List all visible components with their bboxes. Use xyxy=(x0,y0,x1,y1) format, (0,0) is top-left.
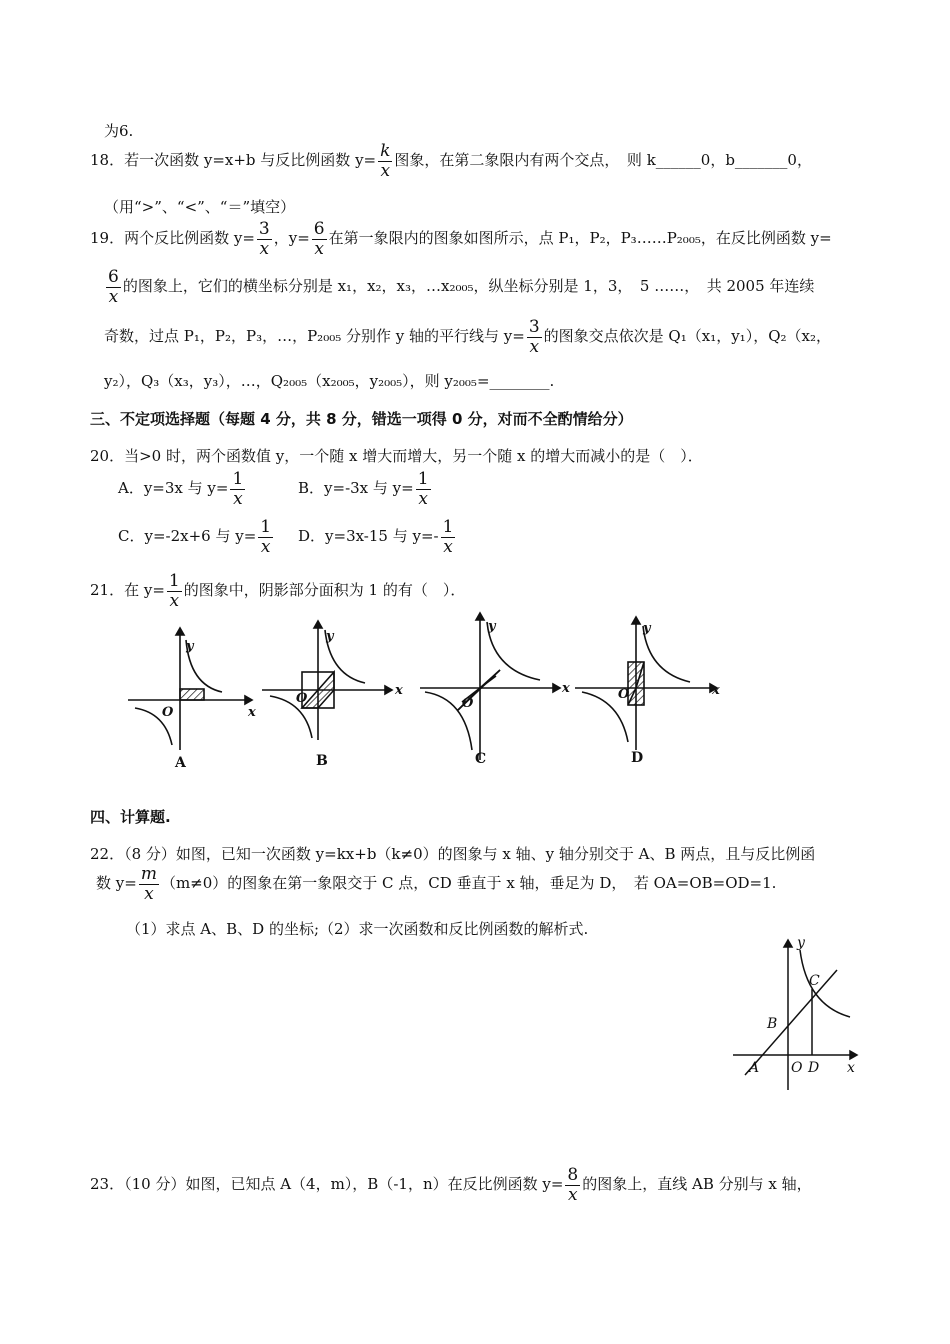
fraction: $\frac{1}{x}$ xyxy=(442,517,454,557)
fraction: $\frac{6}{x}$ xyxy=(108,267,119,307)
svg-text:O: O xyxy=(462,696,474,711)
fraction: $\frac{1}{x}$ xyxy=(168,571,180,611)
graph-label-a: A xyxy=(175,755,186,771)
text-line: 为6. xyxy=(104,122,134,140)
question-22-line2: 数 y= $\frac{m}{x}$ （m≠0）的图象在第一象限交于 C 点，CD 垂直于 x 轴，垂足为 D， 若 OA=OB=OD=1. xyxy=(96,864,777,904)
origin-label: O xyxy=(162,705,174,720)
fraction: $\frac{m}{x}$ xyxy=(140,864,157,904)
option-c: C．y=-2x+6 与 y= $\frac{1}{x}$ xyxy=(118,517,272,557)
option-d: D．y=3x-15 与 y=- $\frac{1}{x}$ xyxy=(298,517,454,557)
question-18-note: （用“>”、“<”、“＝”填空） xyxy=(104,198,296,216)
section-4-heading: 四、计算题. xyxy=(90,808,171,826)
fraction: $\frac{3}{x}$ xyxy=(258,219,270,259)
svg-text:O: O xyxy=(296,691,308,706)
fig-point-o: O xyxy=(791,1060,803,1076)
section-3-heading: 三、不定项选择题（每题 4 分，共 8 分，错选一项得 0 分，对而不全酌情给分） xyxy=(90,410,633,428)
question-18: 18．若一次函数 y=x+b 与反比例函数 y= $\frac{k}{x}$ 图象，在第二象限内有两个交点， 则 k______0，b_______0， xyxy=(90,141,812,181)
svg-text:x: x xyxy=(712,683,720,698)
question-19-line3: 奇数，过点 P₁，P₂，P₃，…，P₂₀₀₅ 分别作 y 轴的平行线与 y= $\frac{3}{x}$ 的图象交点依次是 Q₁（x₁，y₁），Q₂（x₂， xyxy=(104,317,831,357)
svg-text:y: y xyxy=(643,621,651,636)
question-20: 20．当>0 时，两个函数值 y，一个随 x 增大而增大，另一个随 x 的增大而减小的是（ ）． xyxy=(90,447,703,465)
fraction: $\frac{6}{x}$ xyxy=(313,219,325,259)
fraction: $\frac{8}{x}$ xyxy=(567,1165,579,1205)
option-b: B．y=-3x 与 y= $\frac{1}{x}$ xyxy=(298,469,429,509)
axis-label-x: x xyxy=(248,705,256,720)
fig-point-a: A xyxy=(749,1060,760,1076)
q21-graphs xyxy=(0,610,950,790)
fig-y-label: y xyxy=(797,935,805,951)
svg-text:x: x xyxy=(395,683,403,698)
question-21: 21．在 y= $\frac{1}{x}$ 的图象中，阴影部分面积为 1 的有（ ）． xyxy=(90,571,466,611)
axis-label-y: y xyxy=(186,639,194,654)
fraction: $\frac{1}{x}$ xyxy=(417,469,429,509)
svg-text:x: x xyxy=(562,681,570,696)
fraction: $\frac{1}{x}$ xyxy=(260,517,272,557)
fraction: $\frac{1}{x}$ xyxy=(232,469,244,509)
graph-label-d: D xyxy=(631,750,644,766)
question-23: 23．（10 分）如图，已知点 A（4，m），B（-1，n）在反比例函数 y= $\frac{8}{x}$ 的图象上，直线 AB 分别与 x 轴， xyxy=(90,1165,812,1205)
question-19-line4: y₂），Q₃（x₃，y₃），…，Q₂₀₀₅（x₂₀₀₅，y₂₀₀₅），则 y₂₀₀₅=________. xyxy=(104,372,555,390)
fig-point-b: B xyxy=(767,1016,778,1032)
graph-label-b: B xyxy=(316,753,328,769)
fraction: $\frac{k}{x}$ xyxy=(380,141,391,181)
fig-point-d: D xyxy=(808,1060,820,1076)
fraction: $\frac{3}{x}$ xyxy=(528,317,540,357)
graph-label-c: C xyxy=(475,751,487,767)
fig-x-label: x xyxy=(847,1060,855,1076)
question-19-line2: $\frac{6}{x}$ 的图象上，它们的横坐标分别是 x₁，x₂，x₃，…x₂₀₀₅，纵坐标分别是 1，3， 5 ……， 共 2005 年连续 xyxy=(108,267,815,307)
svg-text:y: y xyxy=(326,629,334,644)
option-a: A．y=3x 与 y= $\frac{1}{x}$ xyxy=(118,469,244,509)
svg-text:y: y xyxy=(488,619,496,634)
question-19: 19．两个反比例函数 y= $\frac{3}{x}$ ，y= $\frac{6}{x}$ 在第一象限内的图象如图所示，点 P₁，P₂，P₃……P₂₀₀₅，在反比例函数 y= xyxy=(90,219,832,259)
q22-figure xyxy=(725,935,865,1095)
fig-point-c: C xyxy=(809,973,820,989)
question-22: 22．（8 分）如图，已知一次函数 y=kx+b（k≠0）的图象与 x 轴、y 轴分别交于 A、B 两点，且与反比例函 xyxy=(90,845,816,863)
question-22-subquestions: （1）求点 A、B、D 的坐标;（2）求一次函数和反比例函数的解析式. xyxy=(126,920,589,938)
svg-text:O: O xyxy=(618,687,630,702)
